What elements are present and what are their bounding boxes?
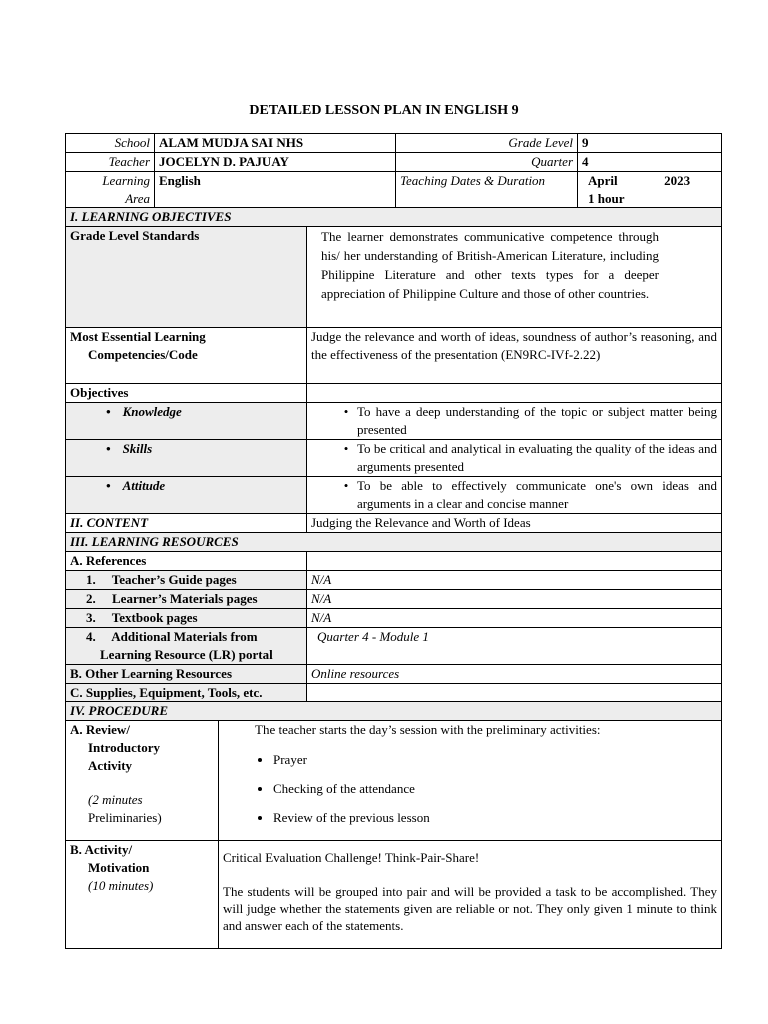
- objective-attitude-label: • Attitude: [66, 477, 307, 514]
- additional-materials-value: Quarter 4 - Module 1: [307, 628, 722, 665]
- objective-skills: • To be critical and analytical in evaluating the quality of the ideas and arguments presented: [307, 440, 722, 477]
- objective-attitude: • To be able to effectively communicate one's own ideas and arguments in a clear and concise manner: [307, 477, 722, 514]
- teaching-dates-value: [578, 172, 722, 209]
- content-heading: II. CONTENT: [66, 514, 307, 533]
- attitude-label: Attitude: [122, 478, 166, 493]
- other-resources-value: Online resources: [307, 665, 722, 684]
- lesson-plan-table: [65, 207, 722, 703]
- skills-label: Skills: [122, 441, 153, 456]
- review-content: [219, 721, 722, 841]
- additional-materials-line2: Learning Resource (LR) portal: [100, 647, 273, 662]
- supplies-label: C. Supplies, Equipment, Tools, etc.: [66, 684, 307, 703]
- objective-knowledge: • To have a deep understanding of the topic or subject matter being presented: [307, 403, 722, 440]
- review-intro: The teacher starts the day’s session with the preliminary activities:: [255, 722, 601, 737]
- references-label: A. References: [66, 552, 307, 571]
- grade-level-value: 9: [578, 134, 722, 153]
- teacher-value: JOCELYN D. PAJUAY: [155, 153, 396, 172]
- procedure-heading: IV. PROCEDURE: [66, 702, 722, 721]
- review-time-line2: Preliminaries): [88, 810, 162, 825]
- review-time-line1: (2 minutes: [88, 792, 143, 807]
- textbook-label: 3. Textbook pages: [66, 609, 307, 628]
- learners-materials-label: 2. Learner’s Materials pages: [66, 590, 307, 609]
- review-label-line3: Activity: [88, 758, 133, 773]
- duration-value: 1 hour: [588, 191, 625, 206]
- melc-label: [66, 328, 307, 384]
- knowledge-text: To have a deep understanding of the topic or subject matter being presented: [357, 404, 717, 437]
- review-list: [223, 751, 717, 827]
- teaching-dates-label: Teaching Dates & Duration: [396, 172, 578, 209]
- references-empty: [307, 552, 722, 571]
- grade-level-label: Grade Level: [396, 134, 578, 153]
- quarter-value: 4: [578, 153, 722, 172]
- grade-level-standards-label: Grade Level Standards: [66, 227, 307, 328]
- activity-label: [66, 841, 219, 949]
- dates-year: 2023: [664, 173, 691, 188]
- activity-text: The students will be grouped into pair and will be provided a task to be accomplished. They will judge whether the statements given are reliable or not. They only given 1 minute to think and answer each of the statements.: [223, 884, 718, 933]
- quarter-label: Quarter: [396, 153, 578, 172]
- other-resources-label: B. Other Learning Resources: [66, 665, 307, 684]
- content-text: Judging the Relevance and Worth of Ideas: [307, 514, 722, 533]
- teacher-label: Teacher: [66, 153, 155, 172]
- activity-label-line2: Motivation: [88, 860, 150, 875]
- learning-objectives-heading: I. LEARNING OBJECTIVES: [66, 208, 722, 227]
- textbook-value: N/A: [307, 609, 722, 628]
- learning-area-label: [66, 172, 155, 209]
- activity-label-line1: B. Activity/: [70, 842, 133, 857]
- list-item: • Prayer: [273, 751, 717, 769]
- procedure-table: [65, 701, 722, 949]
- dates-month: April: [588, 173, 618, 188]
- learning-resources-heading: III. LEARNING RESOURCES: [66, 533, 722, 552]
- teachers-guide-label: 1. Teacher’s Guide pages: [66, 571, 307, 590]
- review-label-line1: A. Review/: [70, 722, 130, 737]
- learning-area-label-line1: Learning: [102, 173, 150, 188]
- skills-text: To be critical and analytical in evaluating the quality of the ideas and arguments presented: [357, 441, 717, 474]
- objective-skills-label: • Skills: [66, 440, 307, 477]
- document-title: DETAILED LESSON PLAN IN ENGLISH 9: [249, 103, 519, 118]
- activity-time: (10 minutes): [88, 878, 154, 893]
- objectives-empty: [307, 384, 722, 403]
- supplies-value: [307, 684, 722, 703]
- list-item: • Review of the previous lesson: [273, 809, 717, 827]
- header-info-table: [65, 133, 722, 209]
- activity-title: Critical Evaluation Challenge! Think-Pair-Share!: [223, 850, 480, 865]
- additional-materials-line1: 4. Additional Materials from: [86, 629, 258, 644]
- melc-text: Judge the relevance and worth of ideas, soundness of author’s reasoning, and the effectiveness of the presentation (EN9RC-IVf-2.22): [307, 328, 722, 384]
- teachers-guide-value: N/A: [307, 571, 722, 590]
- learning-area-label-line2: Area: [125, 191, 150, 206]
- objective-knowledge-label: • Knowledge: [66, 403, 307, 440]
- grade-level-standards-text: The learner demonstrates communicative competence through his/ her understanding of British-American Literature, including Philippine Literature and other texts types for a deeper appreciation of Philippine Culture and those of other countries.: [307, 227, 722, 328]
- attitude-text: To be able to effectively communicate one's own ideas and arguments in a clear and concise manner: [357, 478, 717, 511]
- learning-area-value: English: [155, 172, 396, 209]
- melc-label-line1: Most Essential Learning: [70, 329, 206, 344]
- list-item: • Checking of the attendance: [273, 780, 717, 798]
- activity-content: [219, 841, 722, 949]
- melc-label-line2: Competencies/Code: [88, 347, 198, 362]
- additional-materials-label: [66, 628, 307, 665]
- learners-materials-value: N/A: [307, 590, 722, 609]
- school-value: ALAM MUDJA SAI NHS: [155, 134, 396, 153]
- objectives-label: Objectives: [66, 384, 307, 403]
- school-label: School: [66, 134, 155, 153]
- review-label: [66, 721, 219, 841]
- review-label-line2: Introductory: [88, 740, 160, 755]
- knowledge-label: Knowledge: [122, 404, 182, 419]
